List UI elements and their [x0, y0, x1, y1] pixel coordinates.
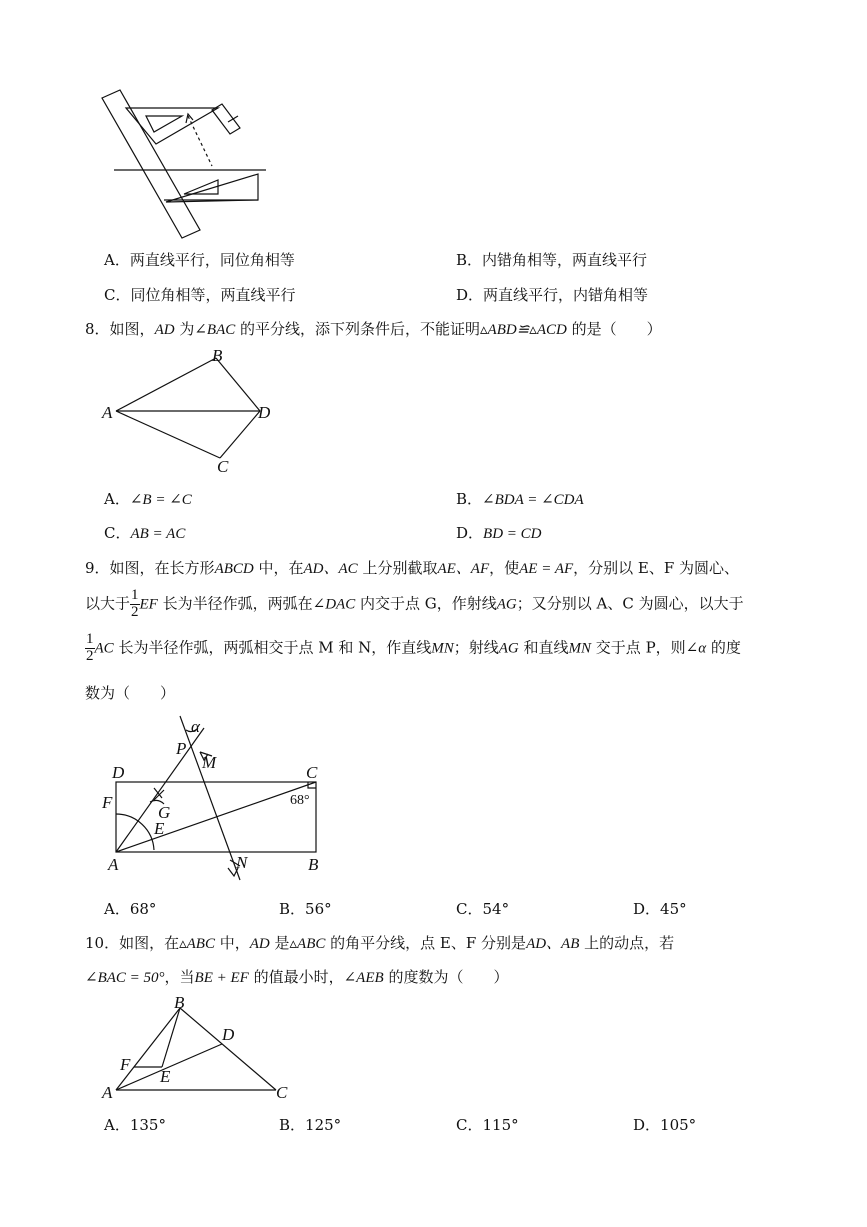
q9-line-1: 9．如图，在长方形ABCD 中，在AD、AC 上分别截取AE、AF，使AE = AF，分别以 E、F 为圆心、	[85, 559, 740, 577]
q10-label-d: D	[222, 1025, 235, 1044]
q10-line-1: 10．如图，在▵ABC 中，AD 是▵ABC 的角平分线，点 E、F 分别是AD、AB 上的动点，若	[85, 934, 675, 952]
q10-option-a: A．135°	[104, 1116, 166, 1134]
q8-label-d: D	[258, 403, 271, 422]
q8-label-b: B	[212, 346, 223, 365]
q9-option-d: D．45°	[633, 900, 687, 918]
q9-label-a: A	[108, 855, 119, 874]
q9-label-m: M	[202, 753, 217, 772]
q8-figure	[100, 346, 290, 476]
q9-label-e: E	[154, 819, 165, 838]
q7-option-c: C．同位角相等，两直线平行	[104, 286, 296, 304]
q10-line-2: ∠BAC = 50°，当BE + EF 的值最小时，∠AEB 的度数为（ ）	[85, 968, 509, 986]
q8-label-c: C	[217, 457, 229, 476]
q10-label-a: A	[102, 1083, 113, 1102]
q9-fraction-half: $\frac{1}{2}$	[131, 587, 139, 620]
q9-option-c: C．54°	[456, 900, 510, 918]
q7-option-d: D．两直线平行，内错角相等	[456, 286, 649, 304]
q9-line-4: 数为（ ）	[85, 684, 176, 702]
q9-option-a: A．68°	[104, 900, 157, 918]
q10-label-b: B	[174, 993, 185, 1012]
q9-label-alpha: α	[191, 717, 200, 736]
q9-line-2: 以大于 $\frac{1}{2}$ EF 长为半径作弧，两弧在∠DAC 内交于点 G，作射线AG；又分别以 A、C 为圆心，以大于	[85, 587, 744, 620]
q7-figure	[100, 82, 280, 242]
q9-figure	[100, 710, 340, 890]
q9-option-b: B．56°	[279, 900, 332, 918]
q9-label-p: P	[176, 739, 187, 758]
q8-label-a: A	[102, 403, 113, 422]
q10-figure	[100, 994, 300, 1104]
q9-label-d: D	[112, 763, 125, 782]
q8-option-d: D．BD = CD	[456, 524, 542, 542]
q10-label-e: E	[160, 1067, 171, 1086]
q9-label-g: G	[158, 803, 171, 822]
q10-label-f: F	[120, 1055, 131, 1074]
q7-option-a: A．两直线平行，同位角相等	[104, 251, 295, 269]
q10-label-c: C	[276, 1083, 288, 1102]
q9-label-n: N	[236, 853, 248, 872]
q7-option-b: B．内错角相等，两直线平行	[456, 251, 648, 269]
q9-line-3: $\frac{1}{2}$ AC 长为半径作弧，两弧相交于点 M 和 N，作直线MN；射线AG 和直线MN 交于点 P，则∠α 的度	[86, 631, 741, 664]
q8-option-a: A．∠B = ∠C	[104, 490, 192, 508]
q8-option-c: C．AB = AC	[104, 524, 186, 542]
q8-option-b: B．∠BDA = ∠CDA	[456, 490, 584, 508]
q9-label-angle: 68°	[290, 793, 310, 808]
q10-option-d: D．105°	[633, 1116, 697, 1134]
q9-label-f: F	[102, 793, 113, 812]
q9-fraction-half-2: $\frac{1}{2}$	[86, 631, 94, 664]
q9-label-b: B	[308, 855, 319, 874]
q9-label-c: C	[306, 763, 318, 782]
q8-stem: 8．如图，AD 为∠BAC 的平分线，添下列条件后，不能证明▵ABD≌▵ACD 的是（ ）	[85, 320, 662, 338]
q10-option-b: B．125°	[279, 1116, 342, 1134]
q10-option-c: C．115°	[456, 1116, 519, 1134]
